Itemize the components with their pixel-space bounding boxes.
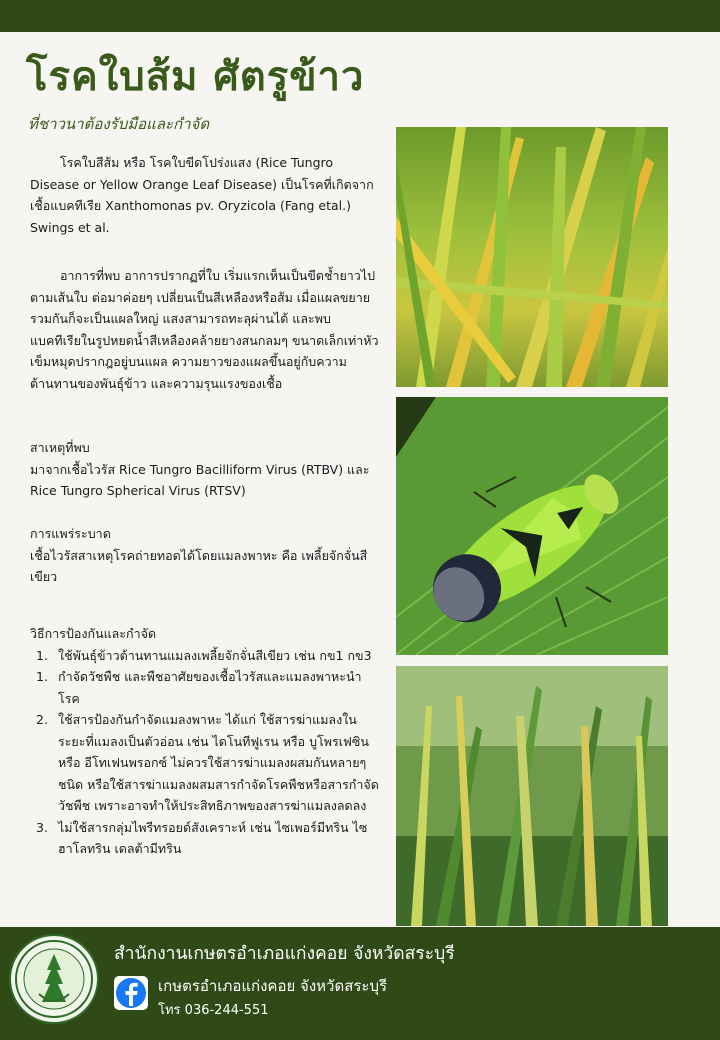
list-item: 1. ใช้พันธุ์ข้าวต้านทานแมลงเพลี้ยจักจั่นสีเขียว เช่น กข1 กข3 <box>36 647 372 663</box>
facebook-icon[interactable] <box>114 976 148 1010</box>
spread-section <box>30 523 380 588</box>
rice-field-illustration <box>396 666 668 926</box>
prevention-heading: วิธีการป้องกันและกำจัด <box>30 626 157 641</box>
office-name: สำนักงานเกษตรอำเภอแก่งคอย จังหวัดสระบุรี <box>114 944 455 964</box>
cause-text: มาจากเชื้อไวรัส Rice Tungro Bacilliform Virus (RTBV) และ Rice Tungro Spherical Virus (RTSV) <box>30 461 370 498</box>
logo-emblem-icon <box>11 936 97 1022</box>
spread-text: เชื้อไวรัสสาเหตุโรคถ่ายทอดได้โดยแมลงพาหะ คือ เพลี้ยจักจั่นสีเขียว <box>30 547 368 584</box>
agriculture-office-logo <box>9 934 99 1024</box>
page-subtitle: ที่ชาวนาต้องรับมือและกำจัด <box>28 115 210 133</box>
leafhopper-illustration <box>396 397 668 655</box>
rice-leaves-illustration <box>396 127 668 387</box>
spread-heading: การแพร่ระบาด <box>30 526 111 541</box>
intro-paragraph: โรคใบสีส้ม หรือ โรคใบขีดโปร่งแสง (Rice Tungro Disease or Yellow Orange Leaf Disease) เป็นโรคที่เกิดจากเชื้อแบคทีเรีย Xanthomonas pv. Oryzicola (Fang etal.) Swings et al. <box>30 155 374 235</box>
facebook-logo-icon <box>114 976 148 1010</box>
list-item: 1. กำจัดวัชพืช และพืชอาศัยของเชื้อไวรัสและแมลงพาหะนำโรค <box>36 669 362 706</box>
top-bar <box>0 0 720 32</box>
cause-section <box>30 437 380 502</box>
page-title: โรคใบส้ม ศัตรูข้าว <box>26 54 365 100</box>
cause-heading: สาเหตุที่พบ <box>30 440 90 455</box>
rice-leaves-photo <box>396 127 668 387</box>
symptoms-paragraph: อาการที่พบ อาการปรากฏที่ใบ เริ่มแรกเห็นเป็นขีดช้ำยาวไปตามเส้นใบ ต่อมาค่อยๆ เปลี่ยนเป็นสีเหลืองหรือส้ม เมื่อแผลขยายรวมกันก็จะเป็นแผลใหญ่ แสงสามารถทะลุผ่านได้ และพบแบคทีเรียในรูปหยดน้ำสีเหลืองคล้ายยางสนกลมๆ ขนาดเล็กเท่าหัวเข็มหมุดปรากฎอยู่บนแผล ความยาวของแผลขึ้นอยู่กับความต้านทานของพันธุ์ข้าว และความรุนแรงของเชื้อ <box>30 268 379 391</box>
list-item: 3. ไม่ใช้สารกลุ่มไพรีทรอยด์สังเคราะห์ เช่น ไซเพอร์มีทริน ไซฮาโลทริน เดลต้ามีทริน <box>36 819 368 856</box>
list-item: 2. ใช้สารป้องกันกำจัดแมลงพาหะ ได้แก่ ใช้สารฆ่าแมลงในระยะที่แมลงเป็นตัวอ่อน เช่น ไดโนทีฟูเรน หรือ บูโพรเฟซิน หรือ อีโทเฟนพรอกซ์ ไม่ควรใช้สารฆ่าแมลงผสมกันหลายๆ ชนิด หรือใช้สารฆ่าแมลงผสมสารกำจัดโรคพืชหรือสารกำจัดวัชพืช เพราะอาจทำให้ประสิทธิภาพของสารฆ่าแมลงลดลง <box>36 712 379 813</box>
phone-number: โทร 036-244-551 <box>158 1003 269 1018</box>
facebook-page-name[interactable]: เกษตรอำเภอแก่งคอย จังหวัดสระบุรี <box>158 977 388 995</box>
prevention-section <box>30 623 380 860</box>
rice-field-photo <box>396 666 668 926</box>
prevention-list <box>30 645 380 860</box>
green-leafhopper-photo <box>396 397 668 655</box>
